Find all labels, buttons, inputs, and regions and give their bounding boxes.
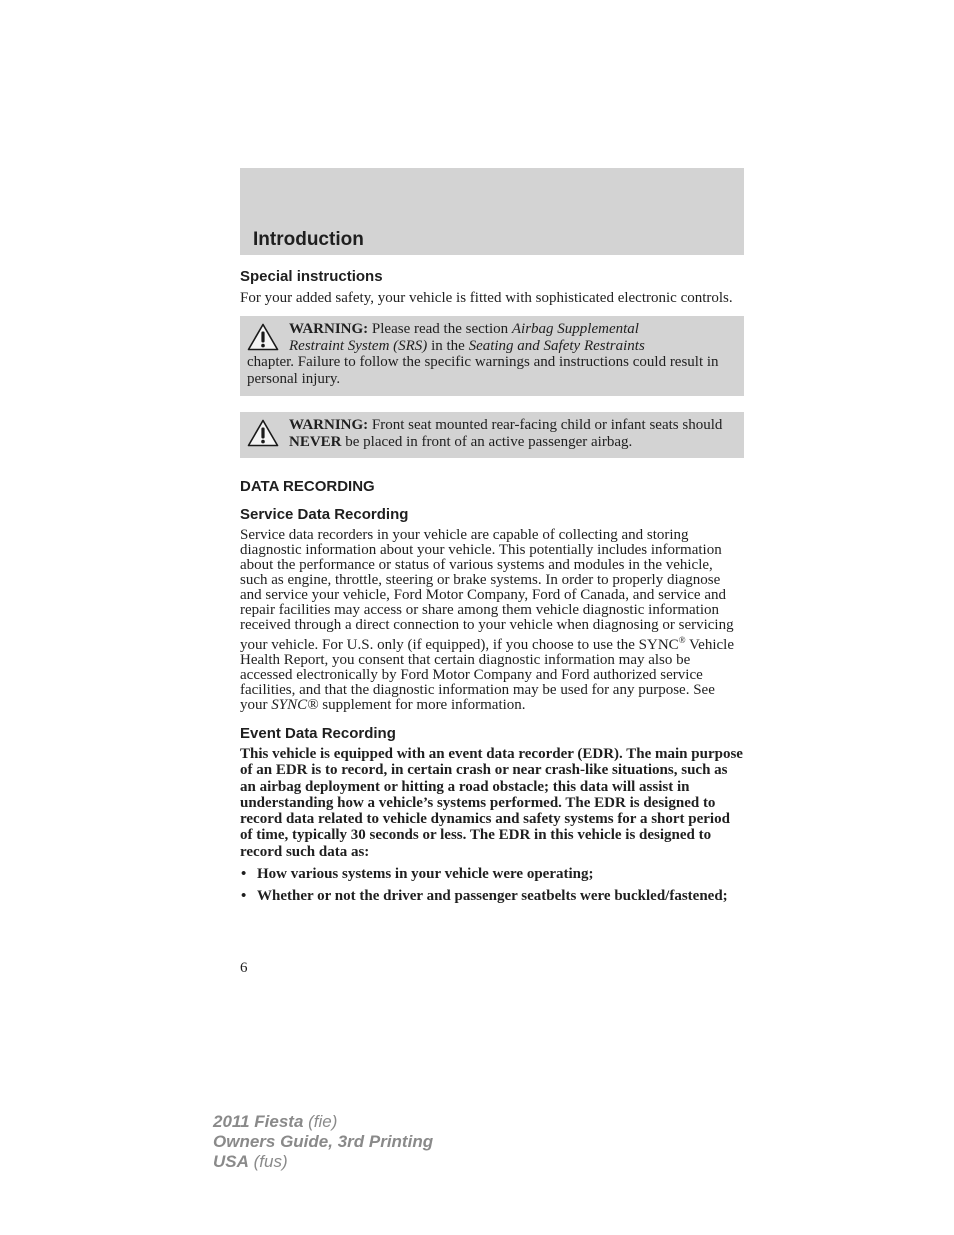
list-item-text: Whether or not the driver and passenger seatbelts were buckled/fastened; <box>257 888 728 905</box>
list-item-text: How various systems in your vehicle were operating; <box>257 866 594 883</box>
special-instructions-heading: Special instructions <box>240 268 383 285</box>
footer-guide: Owners Guide, 3rd Printing <box>213 1132 434 1151</box>
chapter-reference: Seating and Safety Restraints <box>468 337 645 354</box>
bullet-dot: • <box>241 866 247 883</box>
footer-code: (fie) <box>303 1112 338 1131</box>
body-text: supplement for more information. <box>318 697 526 713</box>
edr-data-list <box>240 866 744 905</box>
bullet-dot: • <box>241 888 247 905</box>
section-reference: Restraint System (SRS) <box>289 337 428 354</box>
warning-continuation: chapter. Failure to follow the specific warnings and instructions could result in personal injury. <box>247 354 719 387</box>
section-reference: Airbag Supplemental <box>511 321 639 337</box>
warning-first-line <box>247 321 736 338</box>
warning-text: be placed in front of an active passenger airbag. <box>341 433 633 450</box>
list-item <box>240 888 744 904</box>
footer-line-guide <box>213 1132 433 1152</box>
warning-text: Please read the section <box>368 321 512 337</box>
chapter-header-band <box>240 168 744 255</box>
footer-model: 2011 Fiesta <box>213 1112 304 1131</box>
warning-second-line <box>247 338 736 355</box>
warning-triangle-icon <box>247 323 279 351</box>
registered-mark: ® <box>678 635 686 645</box>
service-data-recording-heading: Service Data Recording <box>240 506 409 523</box>
footer-line-market <box>213 1152 433 1172</box>
emphasis-never: NEVER <box>289 433 342 450</box>
airbag-srs-warning <box>240 316 744 396</box>
body-text: Service data recorders in your vehicle are capable of collecting and storing diagnostic information about your vehicle. This potentially includes information about the performance or status of various systems and modules in the vehicle, such as engine, throttle, steering or brake systems. In order to properly diagnose and service your vehicle, Ford Motor Company, Ford of Canada, and service and repair facilities may access or share among them vehicle diagnostic information received through a direct connection to your vehicle when diagnosing or servicing your vehicle. For U.S. only (if equipped), if you choose to use the SYNC <box>240 527 734 653</box>
warning-text: Front seat mounted rear-facing child or infant seats should <box>368 417 723 433</box>
service-data-recording-text <box>240 528 744 713</box>
warning-text-block <box>247 417 736 450</box>
footer-market: USA <box>213 1152 249 1171</box>
document-footer <box>213 1112 433 1172</box>
footer-code: (fus) <box>248 1152 288 1171</box>
special-instructions-text: For your added safety, your vehicle is fitted with sophisticated electronic controls. <box>240 290 733 306</box>
page-number: 6 <box>240 960 248 976</box>
event-data-recording-heading: Event Data Recording <box>240 725 396 742</box>
warning-text: in the <box>427 337 469 354</box>
page-content <box>240 268 744 905</box>
data-recording-heading: DATA RECORDING <box>240 478 375 495</box>
list-item <box>240 866 744 882</box>
child-seat-warning <box>240 412 744 458</box>
warning-label: WARNING: <box>289 417 369 433</box>
footer-line-model <box>213 1112 433 1132</box>
event-data-recording-text: This vehicle is equipped with an event data recorder (EDR). The main purpose of an EDR is to record, in certain crash or near crash-like situations, such as an airbag deployment or hitting a road obstacle; this data will assist in understanding how a vehicle’s systems performed. The EDR is designed to record data related to vehicle dynamics and safety systems for a short period of time, typically 30 seconds or less. The EDR in this vehicle is designed to record such data as: <box>240 746 743 860</box>
warning-label: WARNING: <box>289 321 369 337</box>
chapter-title: Introduction <box>253 229 364 250</box>
sync-reference: SYNC® <box>271 697 319 713</box>
body-text: Vehicle Health Report, you consent that certain diagnostic information may also be accessed electronically by Ford Motor Company and Ford authorized service facilities, and that the diagnostic information may be used for any purpose. See your <box>240 637 734 713</box>
warning-triangle-icon <box>247 419 279 447</box>
